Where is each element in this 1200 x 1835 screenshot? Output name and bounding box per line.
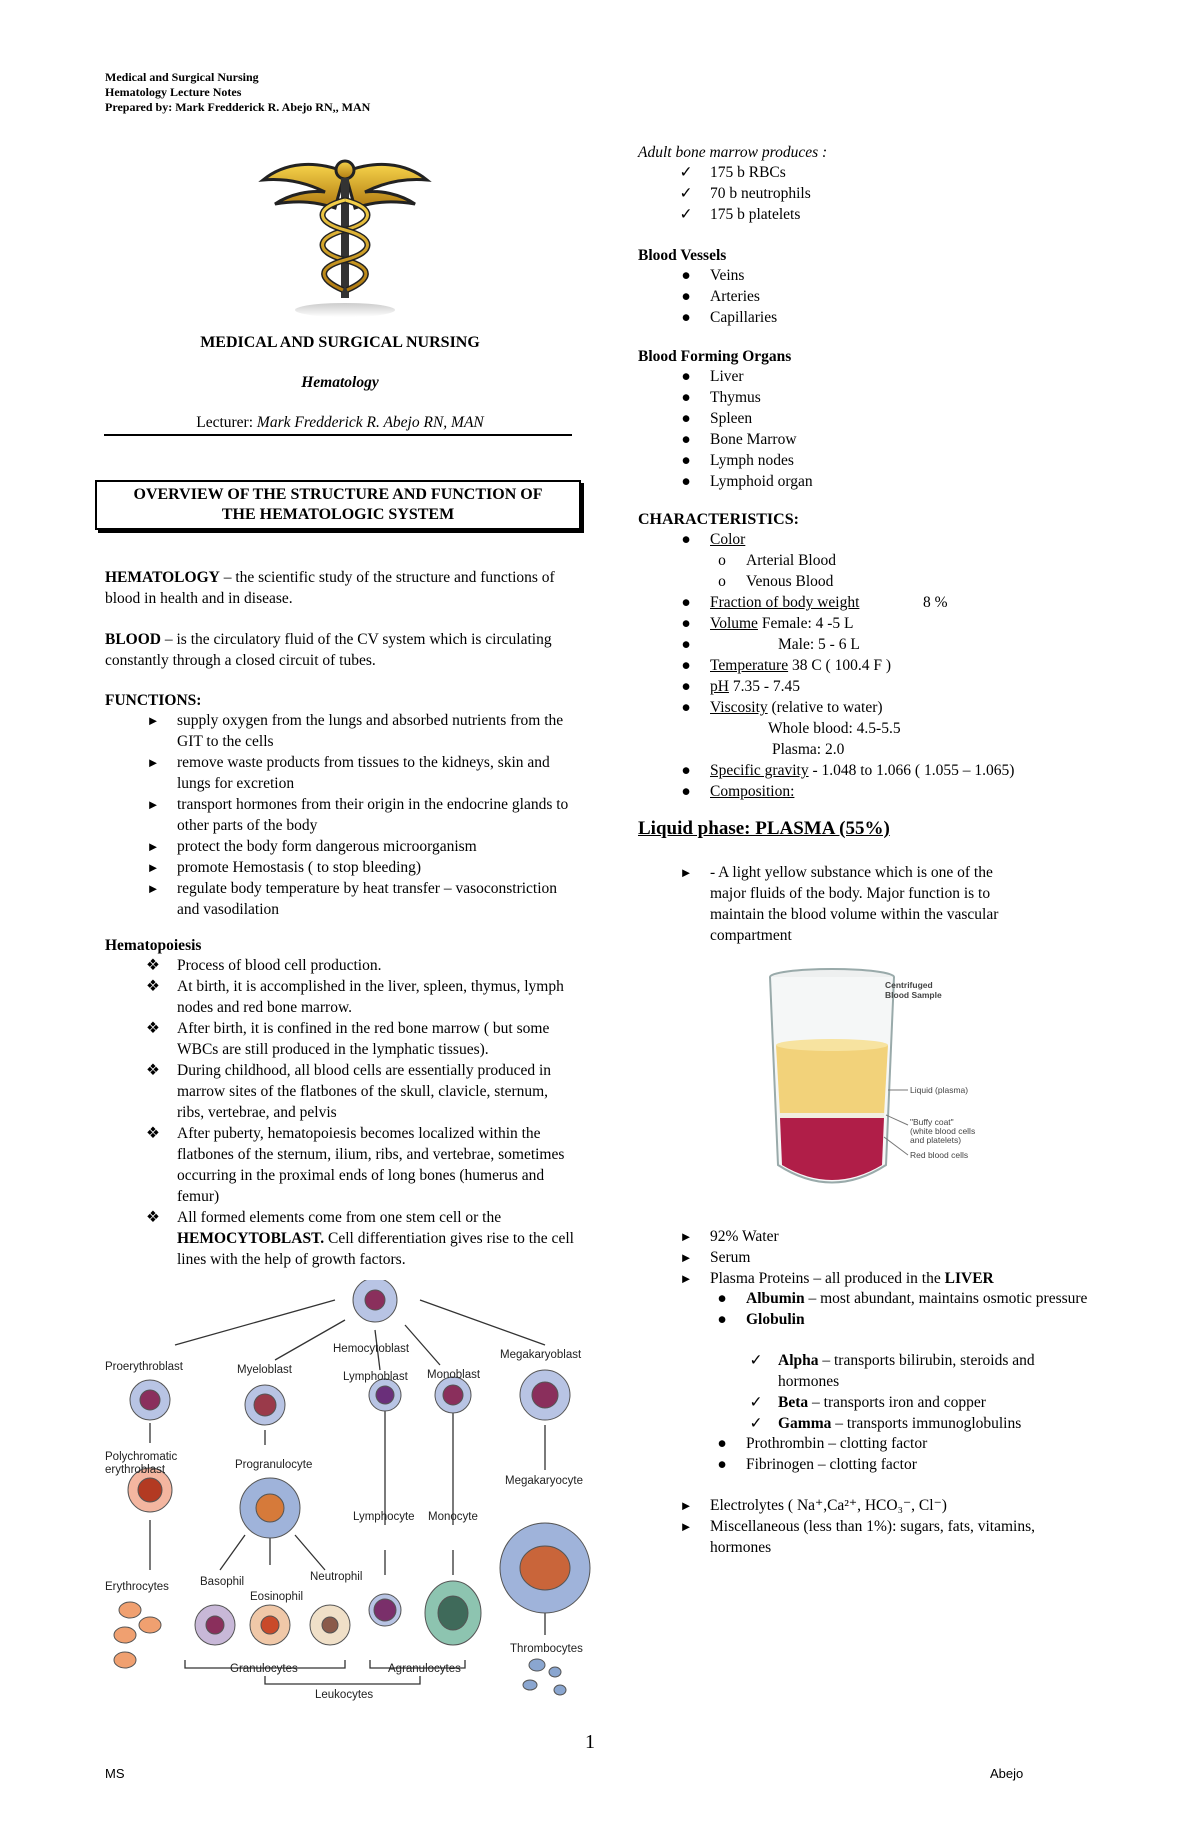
document-header — [105, 70, 370, 115]
characteristics-list — [638, 529, 1098, 550]
diagram-label: Megakaryocyte — [505, 1475, 583, 1487]
overview-line: OVERVIEW OF THE STRUCTURE AND FUNCTION OF — [133, 486, 543, 503]
list-item: ❖ Process of blood cell production. — [105, 955, 575, 976]
triangle-bullet-icon: ► — [679, 1498, 693, 1513]
hematopoiesis-list — [105, 955, 575, 1270]
list-item: ► Miscellaneous (less than 1%): sugars, fats, vitamins, hormones — [638, 1516, 1098, 1558]
list-item: ► transport hormones from their origin in the endocrine glands to other parts of the body — [105, 794, 575, 836]
list-item: ● Globulin — [638, 1309, 1088, 1330]
marrow-heading: Adult bone marrow produces : — [638, 144, 828, 161]
vessels-heading: Blood Vessels — [638, 247, 727, 264]
diagram-label: Leukocytes — [315, 1689, 374, 1701]
overview-box — [95, 480, 581, 530]
list-item: ► 92% Water — [638, 1226, 1098, 1247]
triangle-bullet-icon: ► — [679, 1250, 693, 1265]
list-item: ● Fibrinogen – clotting factor — [638, 1454, 1098, 1475]
check-icon: ✓ — [749, 1415, 763, 1432]
list-item: ● Arteries — [638, 286, 1098, 307]
list-item: ❖ At birth, it is accomplished in the liver, spleen, thymus, lymph nodes and red bone marrow. — [105, 976, 575, 1018]
tube-label: Blood Sample — [885, 990, 942, 1000]
tube-label: (white blood cells — [910, 1126, 976, 1136]
diagram-label: Eosinophil — [250, 1591, 304, 1603]
tube-label: Liquid (plasma) — [910, 1085, 969, 1095]
dot-bullet-icon: ● — [717, 1311, 727, 1328]
diagram-label: Hemocytoblast — [333, 1343, 410, 1355]
page-number: 1 — [585, 1731, 595, 1753]
triangle-bullet-icon: ► — [146, 839, 160, 854]
hematopoiesis-diagram — [105, 1280, 605, 1710]
vessels-list — [638, 265, 1098, 328]
dot-bullet-icon: ● — [681, 368, 691, 385]
color-sublist — [638, 550, 1098, 592]
list-item: ► remove waste products from tissues to the kidneys, skin and lungs for excretion — [105, 752, 575, 794]
definition-term: HEMATOLOGY — [105, 569, 220, 586]
diagram-label: Erythrocytes — [105, 1581, 169, 1593]
functions-heading: FUNCTIONS: — [105, 692, 202, 709]
list-item: ✓ 70 b neutrophils — [638, 183, 1098, 204]
list-item: ● pH 7.35 - 7.45 — [638, 676, 1098, 697]
dot-bullet-icon: ● — [681, 636, 691, 653]
plasma-desc-list — [638, 862, 1028, 946]
dot-bullet-icon: ● — [681, 615, 691, 632]
dot-bullet-icon: ● — [717, 1435, 727, 1452]
list-item: ● Fraction of body weight 8 % — [638, 592, 1098, 613]
fraction-value: 8 % — [923, 594, 948, 611]
list-item: ► regulate body temperature by heat transfer – vasoconstriction and vasodilation — [105, 878, 575, 920]
overview-line: THE HEMATOLOGIC SYSTEM — [221, 506, 455, 523]
list-item: ● Male: 5 - 6 L — [638, 634, 1098, 655]
circle-bullet-icon: o — [718, 573, 726, 590]
diamond-bullet-icon: ❖ — [146, 1020, 160, 1037]
list-item: ● Prothrombin – clotting factor — [638, 1433, 1098, 1454]
dot-bullet-icon: ● — [717, 1290, 727, 1307]
check-icon: ✓ — [749, 1352, 763, 1369]
dot-bullet-icon: ● — [681, 594, 691, 611]
list-item: ● Viscosity (relative to water) — [638, 697, 1098, 718]
circle-bullet-icon: o — [718, 552, 726, 569]
marrow-list — [638, 162, 1098, 225]
list-item: ● Thymus — [638, 387, 1098, 408]
list-item: ● Bone Marrow — [638, 429, 1098, 450]
lecturer-label: Lecturer: — [196, 414, 257, 431]
list-item: ● Albumin – most abundant, maintains osmotic pressure — [638, 1288, 1088, 1309]
title-divider — [104, 434, 572, 436]
definition-text: – the scientific study of the structure and functions of blood in health and in disease. — [105, 569, 555, 607]
list-item: ● Spleen — [638, 408, 1098, 429]
list-item: ► Plasma Proteins – all produced in the LIVER — [638, 1268, 1098, 1289]
plasma-other-list — [638, 1495, 1098, 1558]
diagram-label: Proerythroblast — [105, 1361, 183, 1373]
list-item: ✓ 175 b RBCs — [638, 162, 1098, 183]
dot-bullet-icon: ● — [681, 762, 691, 779]
diagram-label: Basophil — [200, 1576, 245, 1588]
list-item: ✓ Beta – transports iron and copper — [638, 1392, 1098, 1413]
diamond-bullet-icon: ❖ — [146, 978, 160, 995]
tube-label: and platelets) — [910, 1135, 962, 1145]
dot-bullet-icon: ● — [681, 699, 691, 716]
plasma-components-list — [638, 1226, 1098, 1289]
list-item: ❖ After birth, it is confined in the red bone marrow ( but some WBCs are still produced in the lymphatic tissues). — [105, 1018, 575, 1060]
lecturer-line — [105, 412, 575, 433]
diagram-label: Monoblast — [427, 1369, 481, 1381]
list-item: ● Lymph nodes — [638, 450, 1098, 471]
list-item: ❖ All formed elements come from one stem cell or the HEMOCYTOBLAST. Cell differentiation gives rise to the cell lines with the help of growth factors. — [105, 1207, 575, 1270]
diamond-bullet-icon: ❖ — [146, 1062, 160, 1079]
list-item: ✓ Alpha – transports bilirubin, steroids and hormones — [638, 1350, 1098, 1392]
dot-bullet-icon: ● — [681, 410, 691, 427]
dot-bullet-icon: ● — [681, 288, 691, 305]
dot-bullet-icon: ● — [681, 678, 691, 695]
list-item: ● Composition: — [638, 781, 1158, 802]
diagram-label: Polychromatic — [105, 1451, 178, 1463]
diagram-label: erythroblast — [105, 1464, 166, 1476]
dot-bullet-icon: ● — [681, 267, 691, 284]
diagram-label: Progranulocyte — [235, 1459, 313, 1471]
list-item: ► Electrolytes ( Na⁺,Ca²⁺, HCO₃⁻, Cl⁻) — [638, 1495, 1098, 1516]
list-item: ✓ Gamma – transports immunoglobulins — [638, 1413, 1098, 1434]
lecturer-name: Mark Fredderick R. Abejo RN, MAN — [256, 414, 484, 431]
proteins-sublist — [638, 1288, 1088, 1330]
list-item: ► Serum — [638, 1247, 1098, 1268]
list-item: o Arterial Blood — [638, 550, 1098, 571]
triangle-bullet-icon: ► — [679, 1519, 693, 1534]
list-item: ❖ During childhood, all blood cells are essentially produced in marrow sites of the flatbones of the skull, clavicle, sternum, ribs, vertebrae, and pelvis — [105, 1060, 575, 1123]
dot-bullet-icon: ● — [681, 783, 691, 800]
hemocytoblast-term: HEMOCYTOBLAST. — [177, 1230, 325, 1247]
header-line: Prepared by: Mark Fredderick R. Abejo RN,, MAN — [105, 100, 371, 114]
list-item: ● Volume Female: 4 -5 L — [638, 613, 1098, 634]
list-item: ❖ After puberty, hematopoiesis becomes localized within the flatbones of the sternum, ilium, ribs, and vertebrae, sometimes occurring in the proximal ends of long bones (humerus and femur) — [105, 1123, 575, 1207]
diamond-bullet-icon: ❖ — [146, 957, 160, 974]
triangle-bullet-icon: ► — [146, 755, 160, 770]
header-line: Medical and Surgical Nursing — [105, 70, 259, 84]
functions-list — [105, 710, 575, 920]
diagram-label: Lymphoblast — [343, 1371, 408, 1383]
blood-definition — [105, 629, 575, 671]
list-item: o Venous Blood — [638, 571, 1098, 592]
diamond-bullet-icon: ❖ — [146, 1125, 160, 1142]
triangle-bullet-icon: ► — [679, 865, 693, 880]
clotting-sublist — [638, 1433, 1098, 1475]
plasma-heading: Liquid phase: PLASMA (55%) — [638, 818, 890, 839]
header-line: Hematology Lecture Notes — [105, 85, 242, 99]
characteristics-heading: CHARACTERISTICS: — [638, 511, 799, 528]
list-item: ► protect the body form dangerous microorganism — [105, 836, 575, 857]
diagram-label: Monocyte — [428, 1511, 478, 1523]
dot-bullet-icon: ● — [681, 309, 691, 326]
dot-bullet-icon: ● — [681, 473, 691, 490]
course-title: MEDICAL AND SURGICAL NURSING — [200, 334, 480, 351]
check-icon: ✓ — [679, 185, 693, 202]
globulin-sublist — [638, 1350, 1098, 1434]
definition-term: BLOOD — [105, 631, 161, 648]
viscosity-plasma: Plasma: 2.0 — [772, 741, 845, 758]
check-icon: ✓ — [679, 164, 693, 181]
list-item: ● Capillaries — [638, 307, 1098, 328]
list-item: ✓ 175 b platelets — [638, 204, 1098, 225]
triangle-bullet-icon: ► — [146, 713, 160, 728]
check-icon: ✓ — [679, 206, 693, 223]
hematology-definition — [105, 567, 575, 609]
list-item: ► - A light yellow substance which is one of the major fluids of the body. Major function is to maintain the blood volume within the vascular compartment — [638, 862, 1028, 946]
tube-label: "Buffy coat" — [910, 1117, 954, 1127]
diagram-label: Agranulocytes — [388, 1663, 461, 1675]
list-item: ● Lymphoid organ — [638, 471, 1098, 492]
triangle-bullet-icon: ► — [146, 860, 160, 875]
triangle-bullet-icon: ► — [679, 1229, 693, 1244]
diagram-label: Megakaryoblast — [500, 1349, 582, 1361]
dot-bullet-icon: ● — [717, 1456, 727, 1473]
diagram-label: Neutrophil — [310, 1571, 363, 1583]
triangle-bullet-icon: ► — [146, 797, 160, 812]
organs-heading: Blood Forming Organs — [638, 348, 792, 365]
list-item: ● Color — [638, 529, 1098, 550]
dot-bullet-icon: ● — [681, 452, 691, 469]
dot-bullet-icon: ● — [681, 431, 691, 448]
triangle-bullet-icon: ► — [679, 1271, 693, 1286]
diagram-label: Myeloblast — [237, 1364, 292, 1376]
list-item: ● Specific gravity - 1.048 to 1.066 ( 1.055 – 1.065) — [638, 760, 1158, 781]
tube-label: Centrifuged — [885, 980, 933, 990]
centrifuged-blood-tube — [750, 965, 1000, 1195]
definition-text: – is the circulatory fluid of the CV system which is circulating constantly through a closed circuit of tubes. — [105, 631, 552, 669]
dot-bullet-icon: ● — [681, 657, 691, 674]
footer-right: Abejo — [990, 1766, 1024, 1781]
tube-label: Red blood cells — [910, 1150, 969, 1160]
topic-title: Hematology — [301, 374, 379, 391]
diagram-label: Thrombocytes — [510, 1643, 583, 1655]
list-item: ► supply oxygen from the lungs and absorbed nutrients from the GIT to the cells — [105, 710, 575, 752]
list-item: ● Liver — [638, 366, 1098, 387]
list-item: ● Temperature 38 C ( 100.4 F ) — [638, 655, 1098, 676]
caduceus-logo — [255, 150, 435, 320]
triangle-bullet-icon: ► — [146, 881, 160, 896]
characteristics-list-3 — [638, 760, 1158, 802]
footer-left: MS — [105, 1766, 125, 1781]
diagram-label: Lymphocyte — [353, 1511, 415, 1523]
list-item: ► promote Hemostasis ( to stop bleeding) — [105, 857, 575, 878]
characteristics-list-2 — [638, 592, 1098, 718]
dot-bullet-icon: ● — [681, 531, 691, 548]
diagram-label: Granulocytes — [230, 1663, 298, 1675]
hematopoiesis-heading: Hematopoiesis — [105, 937, 202, 954]
check-icon: ✓ — [749, 1394, 763, 1411]
diamond-bullet-icon: ❖ — [146, 1209, 160, 1226]
organs-list — [638, 366, 1098, 492]
list-item: ● Veins — [638, 265, 1098, 286]
viscosity-whole: Whole blood: 4.5-5.5 — [768, 720, 901, 737]
dot-bullet-icon: ● — [681, 389, 691, 406]
